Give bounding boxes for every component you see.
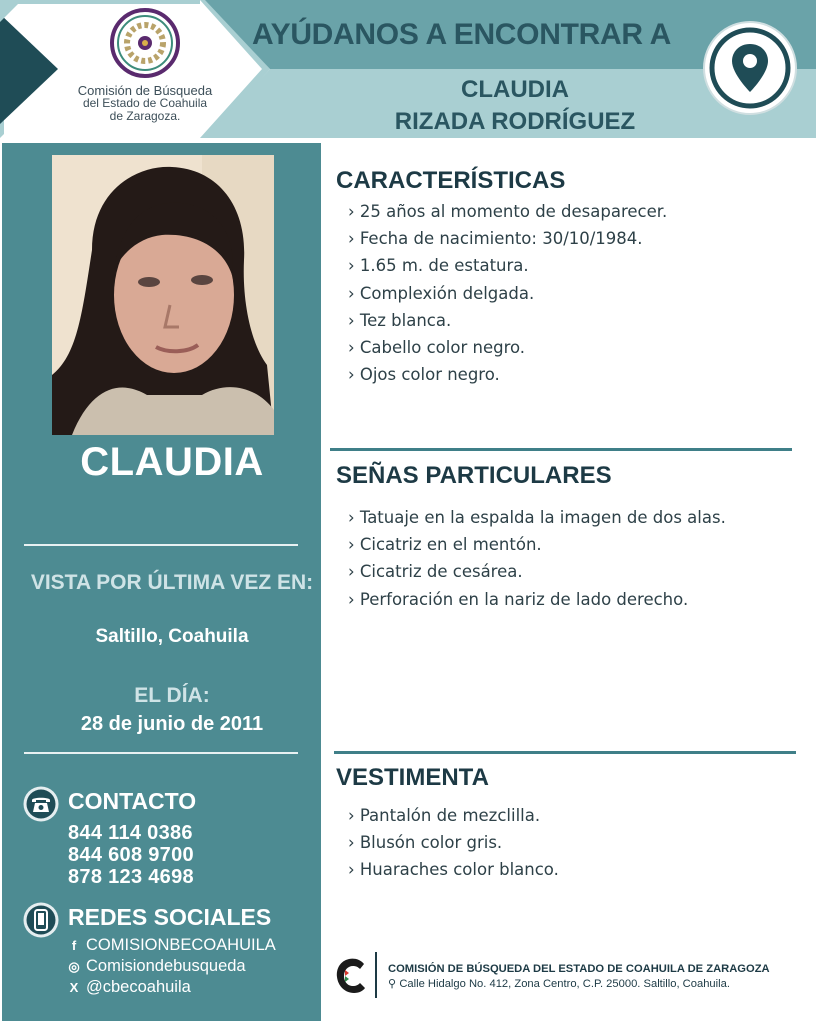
last-seen-label: VISTA POR ÚLTIMA VEZ EN: <box>30 571 314 594</box>
list-item: › Perforación en la nariz de lado derecho. <box>348 590 726 617</box>
phone-number[interactable]: 844 114 0386 <box>68 822 193 844</box>
logo-text-line: Comisión de Búsqueda <box>77 83 213 98</box>
footer-address-text: Calle Hidalgo No. 412, Zona Centro, C.P. 25000. Saltillo, Coahuila. <box>399 978 730 990</box>
social-handle: Comisiondebusqueda <box>86 957 246 975</box>
divider <box>375 952 377 998</box>
divider <box>330 448 792 451</box>
divider <box>334 751 796 754</box>
footer-organization: COMISIÓN DE BÚSQUEDA DEL ESTADO DE COAHUILA DE ZARAGOZA <box>388 963 770 975</box>
location-pin-icon: ⚲ <box>388 978 397 990</box>
list-item: › Complexión delgada. <box>348 284 667 311</box>
distinguishing-marks-list <box>348 508 726 617</box>
full-name-first: CLAUDIA <box>461 76 569 103</box>
smartphone-icon <box>22 901 60 939</box>
missing-person-photo <box>52 155 274 435</box>
logo-text-line: del Estado de Coahuila <box>82 96 208 110</box>
banner-title: AYÚDANOS A ENCONTRAR A <box>252 18 671 51</box>
divider <box>24 544 298 546</box>
first-name-heading: CLAUDIA <box>80 440 264 484</box>
phone-number[interactable]: 844 608 9700 <box>68 844 194 866</box>
list-item: › 1.65 m. de estatura. <box>348 256 667 283</box>
social-link-x[interactable] <box>66 978 191 997</box>
social-handle: COMISIONBECOAHUILA <box>86 936 276 954</box>
last-seen-date: 28 de junio de 2011 <box>80 713 264 735</box>
list-item: › Cicatriz en el mentón. <box>348 535 726 562</box>
clothing-list <box>348 806 559 888</box>
commission-seal-icon <box>110 8 180 78</box>
section-title-characteristics: CARACTERÍSTICAS <box>336 167 566 194</box>
list-item: › Cicatriz de cesárea. <box>348 562 726 589</box>
list-item: › Ojos color negro. <box>348 365 667 392</box>
list-item: › Pantalón de mezclilla. <box>348 806 559 833</box>
instagram-icon: ◎ <box>68 959 80 974</box>
list-item: › Tez blanca. <box>348 311 667 338</box>
commission-logo <box>70 8 220 128</box>
full-name-last: RIZADA RODRÍGUEZ <box>394 108 636 135</box>
list-item: › Blusón color gris. <box>348 833 559 860</box>
telephone-icon <box>22 785 60 823</box>
logo-text-line: de Zaragoza. <box>109 109 181 123</box>
list-item: › Cabello color negro. <box>348 338 667 365</box>
social-handle: @cbecoahuila <box>86 978 191 996</box>
characteristics-list <box>348 202 667 392</box>
contact-heading: CONTACTO <box>68 788 197 814</box>
list-item: › 25 años al momento de desaparecer. <box>348 202 667 229</box>
section-title-clothing: VESTIMENTA <box>336 764 489 791</box>
list-item: › Fecha de nacimiento: 30/10/1984. <box>348 229 667 256</box>
section-title-distinguishing-marks: SEÑAS PARTICULARES <box>336 462 612 489</box>
x-icon: X <box>69 980 79 995</box>
facebook-icon: f <box>71 938 77 953</box>
last-seen-place: Saltillo, Coahuila <box>95 626 249 647</box>
footer-address <box>388 977 730 990</box>
social-link-facebook[interactable] <box>66 936 276 955</box>
social-link-instagram[interactable] <box>66 957 246 976</box>
location-pin-icon <box>702 20 798 116</box>
divider <box>24 752 298 754</box>
social-heading: REDES SOCIALES <box>68 904 272 930</box>
list-item: › Huaraches color blanco. <box>348 860 559 887</box>
list-item: › Tatuaje en la espalda la imagen de dos alas. <box>348 508 726 535</box>
phone-number[interactable]: 878 123 4698 <box>68 866 194 888</box>
last-seen-day-label: EL DÍA: <box>134 684 210 707</box>
commission-c-logo-icon <box>334 956 368 996</box>
